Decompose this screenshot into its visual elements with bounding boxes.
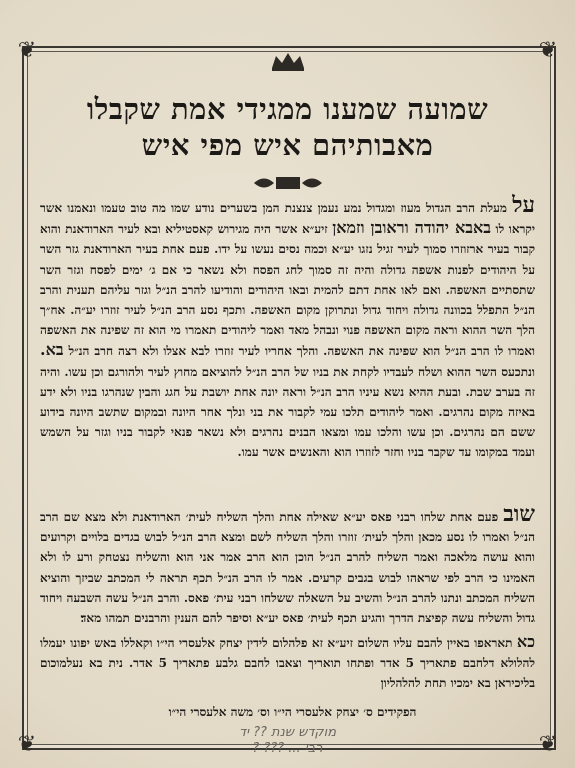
announcement-paragraph [40, 632, 535, 694]
paragraph-lead-word: על [512, 192, 535, 218]
page-subtitle: מאבותיהם איש מפי איש [141, 128, 434, 162]
corner-ornament-icon: ❦ [538, 732, 558, 757]
paragraph-lead-word: שוב [503, 501, 536, 527]
crown-icon [268, 50, 308, 72]
paragraph-text: מעלת הרב הגדול מעוז ומגדול נמע נעמן צנצנת המן בשערים נודע שמו מה טוב טעמו ונאמנו אשר יקראו לו [40, 201, 536, 237]
page-title: שמועה שמענו ממגידי אמת שקבלו [86, 92, 489, 126]
handwritten-note [0, 725, 575, 757]
handwritten-line: רבי ... ??? ? [252, 741, 323, 756]
paragraph-text: תאראפו באיין להבם עליו השלום זיע״א זא פלהלום לידין יצחק אלעסרי הי״ו וקאללו באש יפונו יעמלו להלולא דלחבם פתאריך 5 אדר ופתחו תואריך וצאבו לחבם גלבע פתאריך 5 אדר. נית בא נעלמוכום בליכיראן בא ימכיו תחת להלהליון [40, 636, 536, 691]
paragraph-lead-word: כא [516, 632, 536, 651]
story-paragraph-2 [40, 501, 536, 628]
divider-ornament-icon [250, 172, 326, 194]
corner-ornament-icon: ❦ [17, 732, 37, 757]
rabbi-name: באבא יהודה וראובן וזמאן [332, 218, 491, 238]
story-paragraph-1 [40, 192, 536, 463]
corner-ornament-icon: ❦ [17, 38, 37, 63]
signers-line: הפקידים ס׳ יצחק אלעסרי הי״ו וס׳ משה אלעסרי הי״ו [168, 705, 417, 719]
paragraph-emphasis: בא. [40, 340, 64, 360]
paragraph-text: פעם אחת שלחו רבני פאס יע״א שאילה אחת והלך השליח לעית׳ הארודאנת ולא מצא שם הרב הנ״ל ואמרו לו נסע מכאן והלך לעית׳ זוזרו והלך השליח לשם ומצא הרב הנ״ל לבוש בגדים בלויים וקרועים והוא עושה מלאכה ואמר השליח להרב הנ״ל הוכן הוא הרב אמר אני הוא והשליח נצטחק ורע לו ולא האמינו כי הרב לפי שראהו לבוש בגבים קרעים. אמר לו הרב הנ״ל תכף תראה לי המכתב שביזך והוציא השליח המכתב ונתנו להרב הנ״ל והשיב על השאלה ששלחו רבני עית׳ פאס. והרב הנ״ל עשה השבעה ויחוד גדול והשליח עשה קפיצת הדרך והגיע תכף לעית׳ פאס יע״א וסיפר להם הענין והרבנים תמהו מאד׃ [40, 510, 535, 626]
handwritten-line: מוקדש שנת ?? יד [238, 725, 337, 740]
corner-ornament-icon: ❦ [538, 38, 558, 63]
paragraph-text: ונתכעס השר ההוא ושלח לעבדיו לקחת את בניו של הרב הנ״ל להוציאם מחוץ לעיר ולהורגם וכן עשו. והיה זה בערב שבת. ובעת ההיא נשא עיניו הרב הנ״ל וראה יונה אחת יושבת על חגג והבין שנהרגו בניו ולא ידע באיזה מקום נהרגים. ואמר ליהודים תלכו עמי לקבור את בני ונלך אחר היונה ובמקום שתשב היונה בידוע ששם הם נהרגים. וכן עשו והלכו עמו ומצאו הבנים נהרגים ולא נשאר פנאי לקבור בניו וגזר על השמש ועמד במקומו עד שקבר בניו וחזר לזוזרו הוא והאנשים אשר עמו. [40, 364, 535, 460]
paragraph-text: זיע״א אשר היה מגירוש קאסטיליא ובא לעיר הארודאנת והוא קבור בעיר ארזוזרו סמוך לעיר זגיל נזגו יע״א וכמה נסים נעשו על ידו. פעם אחת בעיר הארודאנת גזר השר על היהודים לפנות אשפה גדולה והיה זה סמוך לחג הפסח ולא נשאר כי אם ג׳ ימים לפסח וגזר השר שתסתיים האשפה. ואם לאו אחת דתם להמית ובאו היהודים והודיעו להרב הנ״ל וגזר עליהם תענית והרב הנ״ל התפלל בכוונה גדולה ויחוד גדול ונתרוקן מקום האשפה. ותכף נסע הרב הנ״ל לעיר זוזרו יע״ה. אח״ך הלך השר ההוא וראה מקום האשפה פנוי ונבהל מאד ואמר ליהודים תאמרו מי הוא זה שפינה את האשפה ואמרו לו הרב הנ״ל הוא שפינה את האשפה. והלך אחריו לעיר זוזרו לבא אצלו ולא רצה חרב הנ״ל [40, 222, 536, 359]
